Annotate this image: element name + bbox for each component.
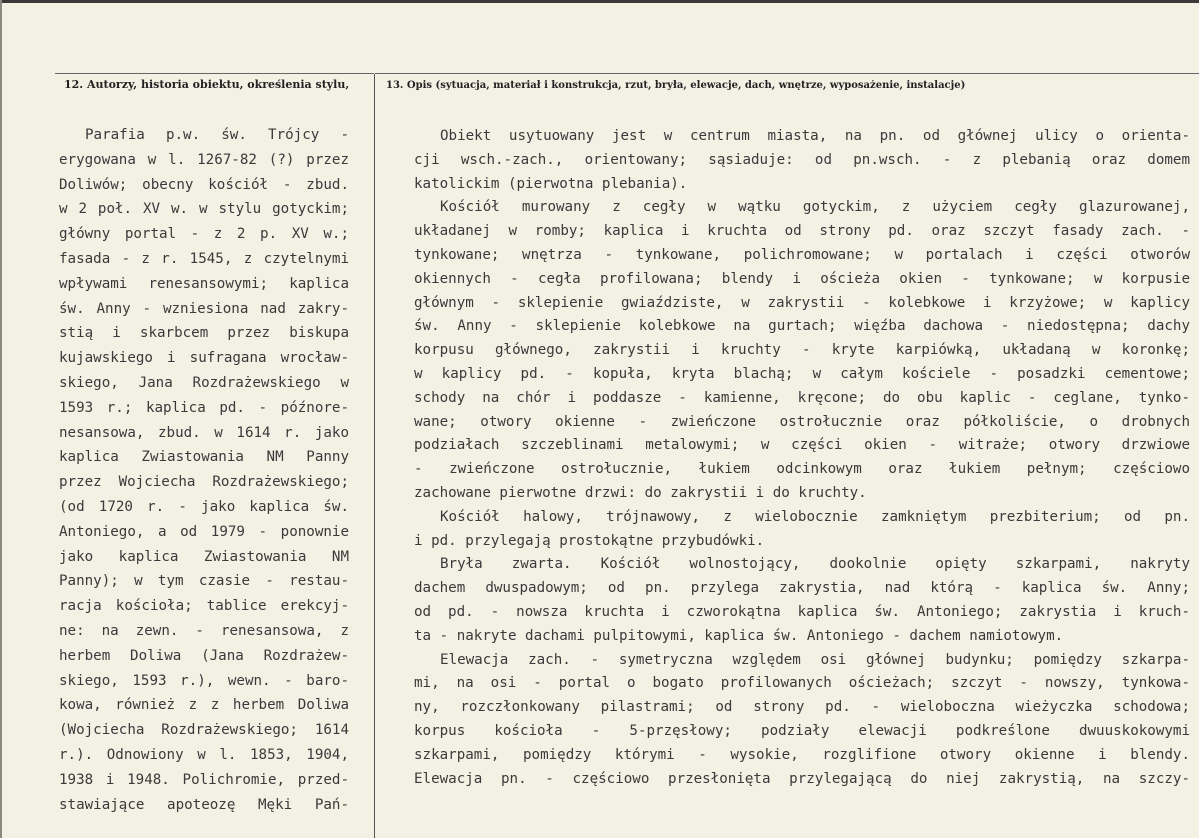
description-line: podziałach szczeblinami metalowymi; w części okien - witraże; otwory drzwiowe bbox=[414, 437, 1190, 454]
history-line: r.). Odnowiony w l. 1853, 1904, bbox=[59, 746, 349, 763]
history-column bbox=[59, 123, 349, 817]
description-line: korpusu głównego, zakrystii i kruchty - kryte karpiówką, układaną w koronkę; bbox=[414, 342, 1190, 359]
section-12-heading: 12. Autorzy, historia obiektu, określenia stylu, bbox=[64, 78, 350, 91]
description-line: dachem dwuspadowym; od pn. przylega zakrystia, nad którą - kaplica św. Anny; bbox=[414, 580, 1190, 597]
top-edge bbox=[0, 0, 1199, 3]
description-line: układanej w romby; kaplica i kruchta od strony pd. oraz szczyt fasady zach. - bbox=[414, 223, 1190, 240]
description-line: Bryła zwarta. Kościół wolnostojący, dookolnie opięty szkarpami, nakryty bbox=[440, 556, 1190, 573]
description-line: korpus kościoła - 5-przęsłowy; podziały elewacji podkreślone dwuuskokowymi bbox=[414, 722, 1190, 739]
description-line: głównym - sklepienie gwiaździste, w zakrystii - kolebkowe i krzyżowe; w kaplicy bbox=[414, 294, 1190, 311]
description-line: i pd. przylegają prostokątne przybudówki. bbox=[414, 532, 765, 549]
description-line: zachowane pierwotne drzwi: do zakrystii i do kruchty. bbox=[414, 484, 867, 501]
description-line: od pd. - nowsza kruchta i czworokątna kaplica św. Antoniego; zakrystia i kruch- bbox=[414, 603, 1190, 620]
history-line: racja kościoła; tablice erekcyj- bbox=[59, 598, 349, 615]
description-line: Obiekt usytuowany jest w centrum miasta, na pn. od głównej ulicy o orienta- bbox=[440, 128, 1190, 144]
description-line: katolickim (pierwotna plebania). bbox=[414, 175, 688, 192]
history-line: fasada - z r. 1545, z czytelnymi bbox=[59, 250, 349, 267]
description-line: ny, rozczłonkowany pilastrami; od strony pd. - wieloboczna wieżyczka schodowa; bbox=[414, 699, 1190, 716]
left-edge bbox=[0, 0, 2, 838]
history-line: św. Anny - wzniesiona nad zakry- bbox=[59, 300, 349, 317]
history-line: przez Wojciecha Rozdrażewskiego; bbox=[59, 474, 349, 491]
description-line: św. Anny - sklepienie kolebkowe na gurtach; więźba dachowa - niedostępna; dachy bbox=[414, 318, 1190, 335]
history-line: Parafia p.w. św. Trójcy - bbox=[85, 127, 349, 143]
description-line: - zwieńczone ostrołucznie, łukiem odcinkowym oraz łukiem pełnym; częściowo bbox=[414, 461, 1190, 478]
history-line: (Wojciecha Rozdrażewskiego; 1614 bbox=[59, 722, 349, 739]
history-line: jako kaplica Zwiastowania NM bbox=[59, 548, 349, 565]
description-line: wane; otwory okienne - zwieńczone ostrołucznie oraz półkoliście, o drobnych bbox=[414, 413, 1190, 430]
history-line: w 2 poł. XV w. w stylu gotyckim; bbox=[59, 201, 349, 218]
history-line: erygowana w l. 1267-82 (?) przez bbox=[59, 151, 349, 168]
description-column bbox=[414, 125, 1190, 791]
history-line: skiego, Jana Rozdrażewskiego w bbox=[59, 374, 349, 391]
history-line: ne: na zewn. - renesansowa, z bbox=[59, 622, 349, 639]
description-line: mi, na osi - portal o bogato profilowanych ościeżach; szczyt - nowszy, tynkowa- bbox=[414, 675, 1190, 692]
history-line: stią i skarbcem przez biskupa bbox=[59, 325, 349, 342]
description-line: szkarpami, pomiędzy którymi - wysokie, rozglifione otwory okienne i blendy. bbox=[414, 746, 1190, 763]
description-line: Kościół halowy, trójnawowy, z wielobocznie zamkniętym prezbiterium; od pn. bbox=[440, 508, 1190, 525]
section-13-heading: 13. Opis (sytuacja, materiał i konstrukcja, rzut, bryła, elewacje, dach, wnętrze, wyposażenie, instalacje) bbox=[386, 80, 966, 91]
history-line: Doliwów; obecny kościół - zbud. bbox=[59, 176, 349, 193]
history-line: Antoniego, a od 1979 - ponownie bbox=[59, 523, 349, 540]
history-line: skiego, 1593 r.), wewn. - baro- bbox=[59, 672, 349, 689]
history-line: nesansowa, zbud. w 1614 r. jako bbox=[59, 424, 349, 441]
column-divider bbox=[374, 74, 375, 838]
description-line: okiennych - cegła profilowana; blendy i ościeża okien - tynkowane; w korpusie bbox=[414, 270, 1190, 287]
description-line: schody na chór i poddasze - kamienne, kręcone; do obu kaplic - ceglane, tynko- bbox=[414, 389, 1190, 406]
history-line: kowa, również z z herbem Doliwa bbox=[59, 697, 349, 714]
history-line: 1593 r.; kaplica pd. - późnore- bbox=[59, 399, 349, 416]
history-line: kujawskiego i sufragana wrocław- bbox=[59, 350, 349, 367]
history-line: (od 1720 r. - jako kaplica św. bbox=[59, 498, 349, 515]
description-line: Kościół murowany z cegły w wątku gotyckim, z użyciem cegły glazurowanej, bbox=[440, 199, 1190, 216]
history-line: wpływami renesansowymi; kaplica bbox=[59, 275, 349, 292]
history-line: Panny); w tym czasie - restau- bbox=[59, 573, 349, 590]
description-line: Elewacja pn. - częściowo przesłonięta przylegającą do niej zakrystią, na szczy- bbox=[414, 770, 1190, 787]
history-line: 1938 i 1948. Polichromie, przed- bbox=[59, 771, 349, 788]
description-line: Elewacja zach. - symetryczna względem osi głównej budynku; pomiędzy szkarpa- bbox=[440, 651, 1190, 668]
history-line: stawiające apoteozę Męki Pań- bbox=[59, 796, 349, 813]
header-rule-left bbox=[55, 73, 374, 74]
description-line: ta - nakryte dachami pulpitowymi, kaplica św. Antoniego - dachem namiotowym. bbox=[414, 627, 1064, 644]
description-line: cji wsch.-zach., orientowany; sąsiaduje: od pn.wsch. - z plebanią oraz domem bbox=[414, 151, 1190, 168]
history-line: kaplica Zwiastowania NM Panny bbox=[59, 449, 349, 466]
history-line: główny portal - z 2 p. XV w.; bbox=[59, 226, 349, 243]
description-line: w kaplicy pd. - kopuła, kryta blachą; w całym kościele - posadzki cementowe; bbox=[414, 365, 1190, 382]
header-rule-right bbox=[375, 73, 1199, 74]
history-line: herbem Doliwa (Jana Rozdrażew- bbox=[59, 647, 349, 664]
description-line: tynkowane; wnętrza - tynkowane, polichromowane; w portalach i części otworów bbox=[414, 246, 1190, 263]
